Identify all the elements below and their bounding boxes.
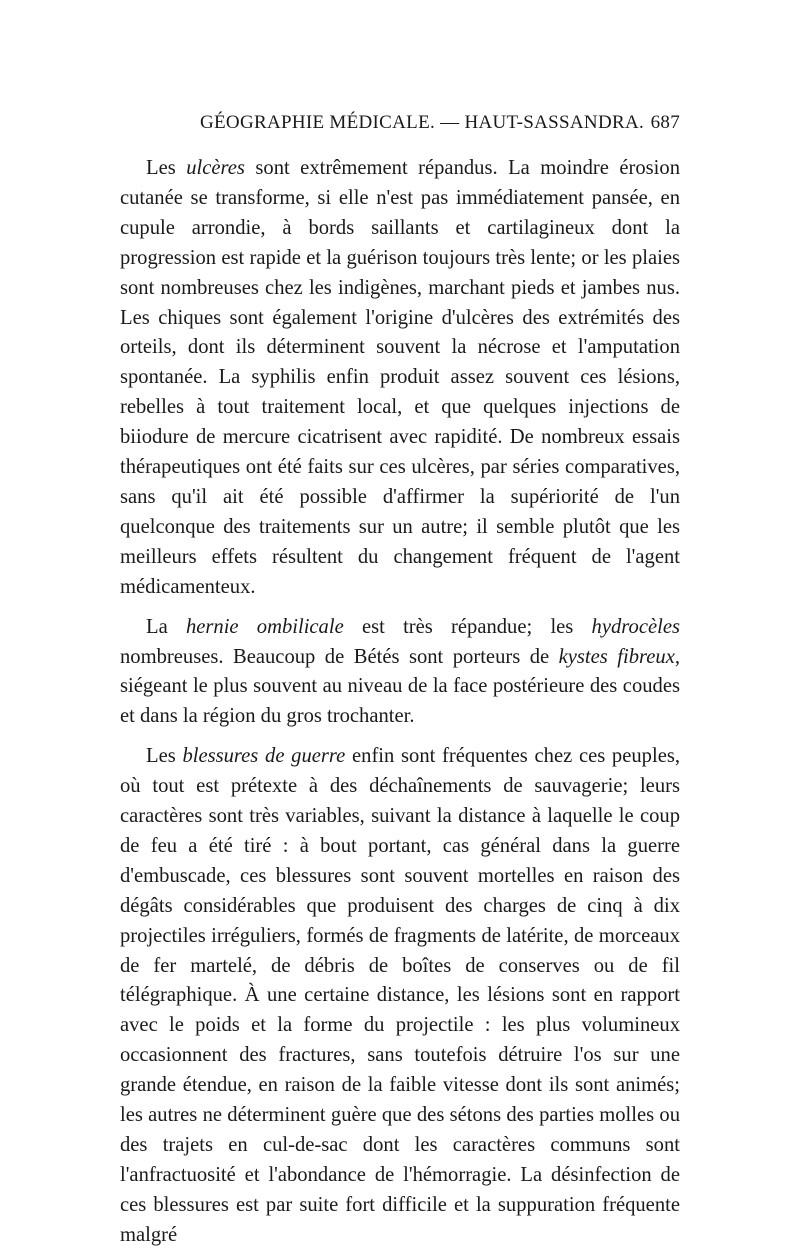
paragraph-blessures bbox=[120, 742, 680, 1250]
text-run: , siégeant le plus souvent au niveau de la face postérieure des coudes et dans la région du gros trochanter. bbox=[120, 645, 680, 728]
italic-term: hydrocèles bbox=[591, 615, 680, 638]
text-run: nombreuses. Beaucoup de Bétés sont porteurs de bbox=[120, 645, 559, 668]
italic-term: hernie ombilicale bbox=[185, 615, 344, 638]
paragraph-hernie bbox=[120, 613, 680, 733]
italic-term: ulcères bbox=[186, 157, 245, 179]
text-run: est très répandue; les bbox=[343, 615, 592, 638]
running-header bbox=[120, 112, 680, 136]
text-run: sont extrêmement répandus. La moindre érosion cutanée se transforme, si elle n'est pas immédiatement pansée, en cupule arrondie, à bords saillants et cartilagineux dont la progression est rapide et la guérison toujours très lente; or les plaies sont nombreuses chez les indigènes, marchant pieds et jambes nus. Les chiques sont également l'origine d'ulcères des extrémités des orteils, dont ils déterminent souvent la nécrose et l'amputation spontanée. La syphilis enfin produit assez souvent ces lésions, rebelles à tout traitement local, et que quelques injections de biiodure de mercure cicatrisent avec rapidité. De nombreux essais thérapeutiques ont été faits sur ces ulcères, par séries comparatives, sans qu'il ait été possible d'affirmer la supériorité de l'un quelconque des traitements sur un autre; il semble plutôt que les meilleurs effets résultent du changement fréquent de l'agent médicamenteux. bbox=[120, 157, 680, 598]
paragraph-ulceres bbox=[120, 154, 680, 603]
body-text bbox=[120, 154, 680, 1251]
book-page bbox=[120, 112, 680, 1251]
italic-term: blessures de guerre bbox=[182, 745, 346, 768]
text-run: Les bbox=[146, 157, 187, 179]
running-title: GÉOGRAPHIE MÉDICALE. — HAUT-SASSANDRA. bbox=[200, 112, 645, 133]
text-run: Les bbox=[146, 745, 183, 768]
text-run: La bbox=[146, 615, 186, 638]
text-run: enfin sont fréquentes chez ces peuples, où tout est prétexte à des déchaînements de sauvagerie; leurs caractères sont très variables, suivant la distance à laquelle le coup de feu a été tiré : à bout portant, cas général dans la guerre d'embuscade, ces blessures sont souvent mortelles en raison des dégâts considérables que produisent des charges de cinq à dix projectiles irréguliers, formés de fragments de latérite, de morceaux de fer martelé, de débris de boîtes de conserves ou de fil télégraphique. À une certaine distance, les lésions sont en rapport avec le poids et la forme du projectile : les plus volumineux occasionnent des fractures, sans toutefois détruire l'os sur une grande étendue, en raison de la faible vitesse dont ils sont animés; les autres ne déterminent guère que des sétons des parties molles ou des trajets en cul-de-sac dont les caractères communs sont l'anfractuosité et l'abondance de l'hémorragie. La désinfection de ces blessures est par suite fort difficile et la suppuration fréquente malgré bbox=[120, 745, 680, 1246]
italic-term: kystes fibreux bbox=[558, 645, 675, 668]
page-number: 687 bbox=[650, 112, 680, 133]
